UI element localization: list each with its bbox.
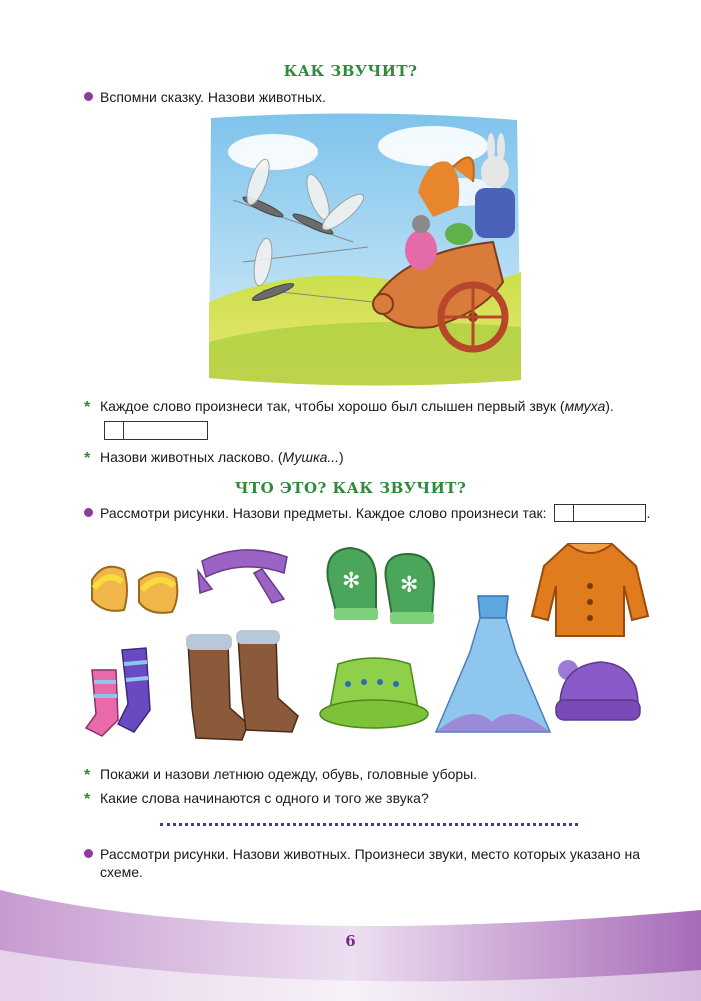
task-text: Вспомни сказку. Назови животных. [100,89,326,105]
task-text: Рассмотри рисунки. Назови животных. Произнеси звуки, место которых указано на [100,846,641,862]
svg-text:✻: ✻ [342,569,361,594]
task-text: схеме. [100,864,143,880]
bullet-dot-icon [84,92,93,101]
task-animals-sounds-cont [100,863,143,881]
knitted-hat-image [550,652,644,736]
task-animals-sounds [84,845,640,863]
svg-text:✻: ✻ [400,573,419,598]
winter-boots-image [182,628,304,746]
sound-schema-2 [554,504,646,522]
section-title-how-sounds: КАК ЗВУЧИТ? [283,62,418,80]
task-look-pictures [84,504,650,522]
mittens-image [320,540,446,638]
example-word: Мушка... [282,449,340,465]
hint-summer-clothes [84,765,477,785]
hint-text-end: ). [605,398,614,414]
hint-text: Назови животных ласково. ( [100,449,283,465]
hint-first-sound [84,397,614,417]
sound-schema-1 [104,421,208,441]
task-remember-tale [84,88,326,106]
star-bullet-icon: * [84,767,91,784]
hint-text: Покажи и назови летнюю одежду, обувь, головные уборы. [100,766,478,782]
hint-text: Каждое слово произнеси так, чтобы хорошо был слышен первый звук ( [100,398,565,414]
scarf-image [192,541,295,607]
section-title-what-is-this: ЧТО ЭТО? КАК ЗВУЧИТ? [234,479,467,497]
hint-affectionate [84,448,344,468]
panama-hat-image [318,654,430,734]
page-number: 6 [345,932,356,950]
task-text: Рассмотри рисунки. Назови предметы. Каждое слово произнеси так: [100,505,547,521]
hint-text: Какие слова начинаются с одного и того же звука? [100,790,429,806]
sandals-image [84,540,184,622]
star-bullet-icon: * [84,791,91,808]
socks-image [82,640,162,746]
star-bullet-icon: * [84,399,91,416]
task-text-end: . [646,505,651,521]
dotted-divider [160,823,578,826]
bullet-dot-icon [84,508,93,517]
dress-image [432,592,554,742]
example-word: ммуха [564,398,606,414]
hint-same-sound [84,789,429,809]
fairy-tale-illustration [203,112,523,388]
star-bullet-icon: * [84,450,91,467]
bullet-dot-icon [84,849,93,858]
hint-text-end: ) [339,449,344,465]
